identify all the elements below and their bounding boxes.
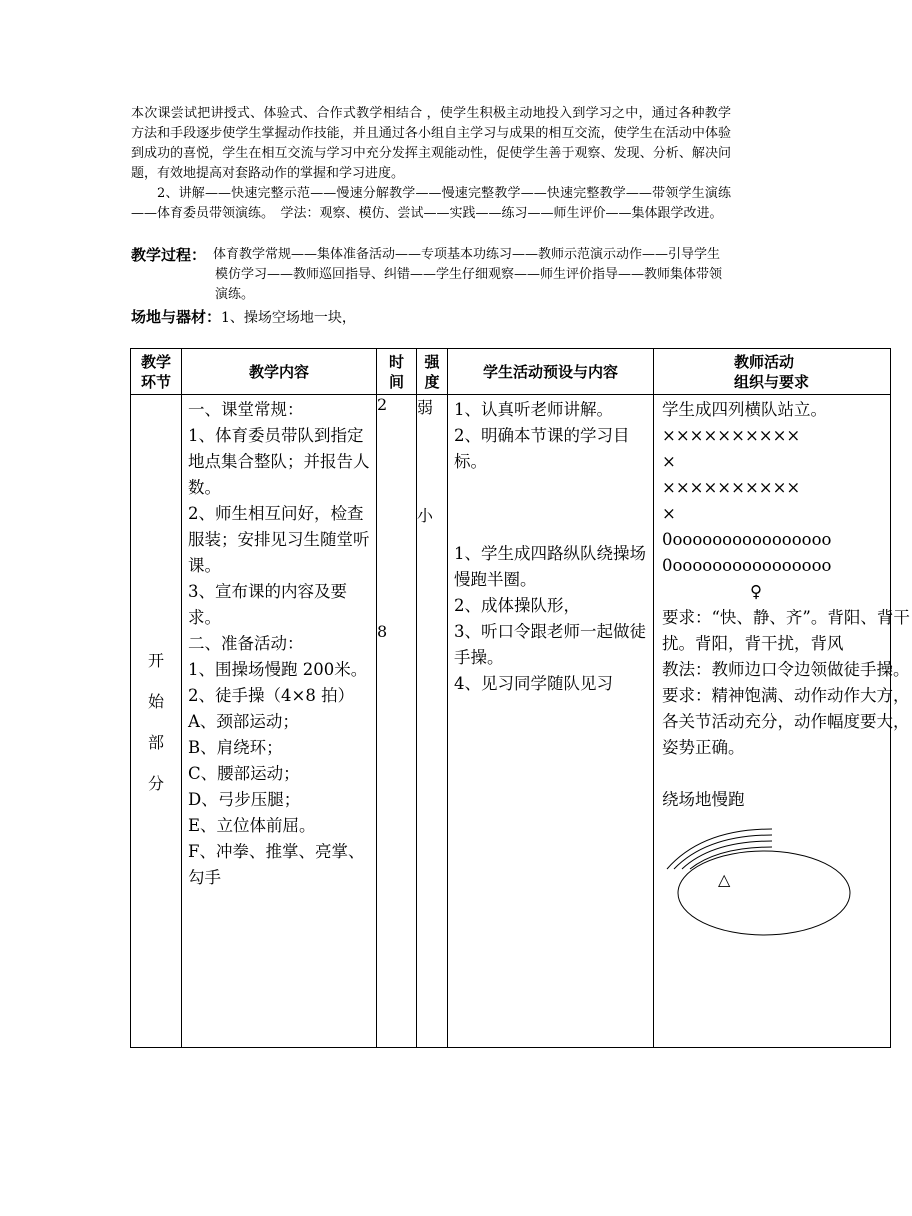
header-teacher	[654, 349, 891, 395]
teacher-line: ××××××××××	[662, 426, 801, 445]
track-ellipse	[678, 851, 850, 935]
content-line: 1、体育委员带队到指定地点集合整队；并报告人数。	[188, 426, 370, 497]
table-header-row	[131, 349, 891, 395]
teacher-line: ××××××××××	[662, 478, 801, 497]
intensity-value: 小	[417, 506, 434, 525]
header-teacher-line-2: 组织与要求	[734, 372, 810, 391]
student-line: 1、学生成四路纵队绕操场慢跑半圈。	[454, 544, 646, 589]
content-line: F、冲拳、推掌、亮掌、勾手	[188, 842, 365, 887]
header-time: 时间	[377, 349, 417, 395]
stage-char: 始	[147, 692, 164, 711]
lesson-plan-table	[130, 348, 910, 1048]
site-equipment-label: 场地与器材：	[131, 308, 222, 326]
teaching-process-label: 教学过程：	[131, 246, 207, 264]
teacher-line: 学生成四列横队站立。	[662, 400, 827, 419]
intro-paragraph-1: 本次课尝试把讲授式、体验式、合作式教学相结合 ，使学生积极主动地投入到学习之中，通过各种教学方法和手段逐步使学生掌握动作技能，并且通过各小组自主学习与成果的相互交流，使学生在活动中体验到成功的喜悦，学生在相互交流与学习中充分发挥主观能动性，促使学生善于观察、发现、分析、解决问题，有效地提高对套路动作的掌握和学习进度。	[131, 106, 731, 181]
teacher-spacer	[662, 761, 890, 787]
header-student: 学生活动预设与内容	[448, 349, 654, 395]
teacher-line: 要求：精神饱满、动作动作大方，各关节活动充分，动作幅度要大，姿势正确。	[662, 686, 910, 757]
content-line: 3、宣布课的内容及要求。	[188, 582, 347, 627]
student-line: 4、见习同学随队见习	[454, 674, 613, 693]
time-value: 2	[377, 395, 388, 414]
content-line: C、腰部运动；	[188, 764, 300, 783]
intensity-cell	[417, 395, 448, 1048]
content-line: E、立位体前屈。	[188, 816, 316, 835]
stage-char: 分	[147, 774, 164, 793]
header-teacher-line-1: 教师活动	[734, 352, 795, 371]
content-line: D、弓步压腿；	[188, 790, 301, 809]
student-spacer	[454, 475, 647, 541]
teacher-line: 教法：教师边口令边领做徒手操。	[662, 660, 910, 679]
intro-text	[131, 104, 731, 224]
site-equipment	[131, 307, 356, 328]
teacher-line: ♀	[750, 582, 763, 601]
site-equipment-text: 1、操场空场地一块，	[221, 310, 356, 326]
time-value: 8	[377, 622, 388, 641]
teacher-line: 绕场地慢跑	[662, 790, 745, 809]
content-line: 二、准备活动：	[188, 634, 304, 653]
content-line: 1、围操场慢跑 200米。	[188, 660, 368, 679]
header-intensity: 强度	[417, 349, 448, 395]
header-content: 教学内容	[182, 349, 377, 395]
content-line: 2、徒手操（4×8 拍）	[188, 686, 355, 705]
stage-char: 开	[147, 651, 164, 670]
header-stage: 教学环节	[131, 349, 182, 395]
content-line: 一、课堂常规：	[188, 400, 304, 419]
teacher-line: 0oooooooooooooooo	[662, 556, 832, 575]
stage-char: 部	[147, 733, 164, 752]
content-cell	[182, 395, 377, 1048]
intensity-value: 弱	[417, 398, 434, 417]
teacher-line: 要求：“快、静、齐”。背阳、背干扰。背阳，背干扰，背风	[662, 608, 910, 653]
table-row	[131, 395, 891, 1048]
student-cell	[448, 395, 654, 1048]
intro-paragraph-2: 2、讲解——快速完整示范——慢速分解教学——慢速完整教学——快速完整教学——带领学生演练——体育委员带领演练。 学法：观察、模仿、尝试——实践——练习——师生评价——集体跟学改进。	[131, 186, 731, 221]
content-line: 2、师生相互问好，检查服装；安排见习生随堂听课。	[188, 504, 370, 575]
student-line: 3、听口令跟老师一起做徒手操。	[454, 622, 646, 667]
track-arc	[667, 829, 772, 869]
teaching-process-text: 体育教学常规——集体准备活动——专项基本功练习——教师示范演示动作——引导学生模仿学习——教师巡回指导、纠错——学生仔细观察——师生评价指导——教师集体带领演练。	[213, 247, 723, 302]
content-line: A、颈部运动；	[188, 712, 299, 731]
track-arc	[690, 847, 772, 869]
student-line: 1、认真听老师讲解。	[454, 400, 613, 419]
content-line: B、肩绕环；	[188, 738, 283, 757]
track-marker: △	[718, 870, 731, 889]
teacher-line: ×	[662, 504, 676, 523]
student-line: 2、成体操队形，	[454, 596, 580, 615]
teacher-line: 0oooooooooooooooo	[662, 530, 832, 549]
teacher-cell	[654, 395, 910, 1048]
student-line: 2、明确本节课的学习目标。	[454, 426, 630, 471]
stage-cell	[131, 395, 182, 1048]
running-track-diagram	[662, 819, 862, 939]
time-cell	[377, 395, 417, 1048]
teacher-line: ×	[662, 452, 676, 471]
